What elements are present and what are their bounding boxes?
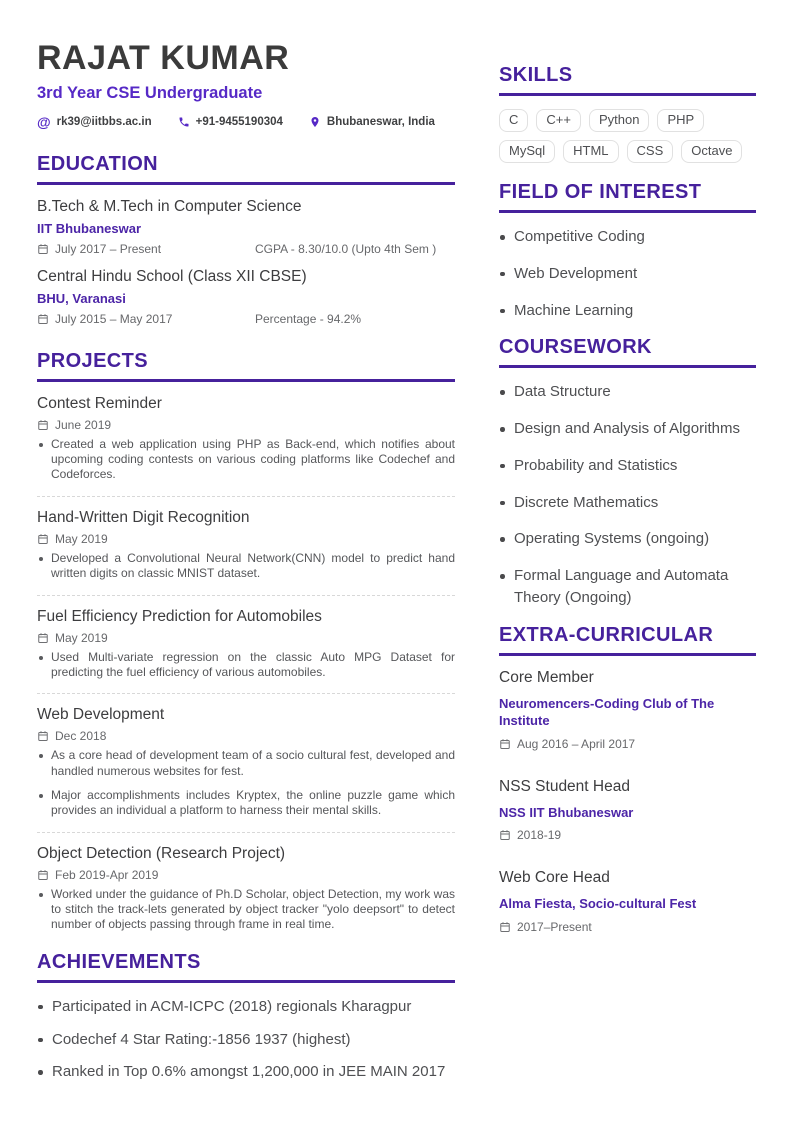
section-rule — [499, 210, 756, 213]
section-rule — [499, 93, 756, 96]
section-education — [37, 153, 455, 326]
coursework-item: Operating Systems (ongoing) — [499, 528, 756, 550]
date: Aug 2016 – April 2017 — [517, 736, 636, 751]
calendar-icon — [499, 738, 511, 750]
education-meta — [37, 312, 455, 326]
phone-icon — [178, 116, 190, 128]
date: July 2017 – Present — [55, 241, 162, 256]
achievement-item: Codechef 4 Star Rating:-1856 1937 (highest) — [37, 1029, 455, 1051]
skill-tag: Python — [589, 109, 649, 132]
skill-tag: CSS — [627, 140, 674, 163]
project-bullet: Used Multi-variate regression on the classic Auto MPG Dataset for predicting the fuel efficiency of various automobiles. — [37, 650, 455, 681]
project-entry — [37, 845, 455, 933]
calendar-icon — [37, 313, 49, 325]
achievement-item: Ranked in Top 0.6% amongst 1,200,000 in JEE MAIN 2017 — [37, 1061, 455, 1083]
project-title: Object Detection (Research Project) — [37, 844, 286, 862]
degree: B.Tech & M.Tech in Computer Science — [37, 197, 302, 215]
person-name: RAJAT KUMAR — [37, 39, 290, 77]
interest-item: Competitive Coding — [499, 226, 756, 248]
date-row — [37, 868, 455, 882]
calendar-icon — [37, 869, 49, 881]
interest-item: Web Development — [499, 263, 756, 285]
divider — [37, 496, 455, 497]
phone-text: +91-9455190304 — [195, 115, 283, 128]
project-title: Fuel Efficiency Prediction for Automobiles — [37, 607, 322, 625]
date-row — [499, 737, 756, 751]
education-entry — [37, 198, 455, 256]
section-interests — [499, 181, 756, 321]
section-projects — [37, 350, 455, 933]
calendar-icon — [499, 829, 511, 841]
section-heading-skills: SKILLS — [499, 64, 573, 86]
date: May 2019 — [55, 531, 108, 546]
section-rule — [37, 182, 455, 185]
section-heading-interests: FIELD OF INTEREST — [499, 181, 702, 203]
calendar-icon — [37, 730, 49, 742]
section-achievements — [37, 951, 455, 1083]
activity-role: Web Core Head — [499, 869, 610, 887]
section-rule — [37, 379, 455, 382]
skill-tag: PHP — [657, 109, 704, 132]
education-entry — [37, 268, 455, 326]
activity-org: Neuromencers-Coding Club of The Institute — [499, 695, 715, 729]
coursework-item: Formal Language and Automata Theory (Ongoing) — [499, 565, 756, 609]
section-extracurricular — [499, 624, 756, 934]
date: June 2019 — [55, 417, 112, 432]
location-text: Bhubaneswar, India — [326, 115, 435, 128]
section-rule — [499, 653, 756, 656]
activity-org: NSS IIT Bhubaneswar — [499, 804, 634, 820]
skill-tag: HTML — [563, 140, 618, 163]
resume-header — [37, 40, 455, 129]
activity-role: NSS Student Head — [499, 777, 630, 795]
date-row — [37, 532, 455, 546]
project-title: Contest Reminder — [37, 394, 162, 412]
skill-tag: MySql — [499, 140, 555, 163]
date-row — [37, 631, 455, 645]
left-column — [37, 40, 455, 1123]
project-entry — [37, 509, 455, 582]
date: Feb 2019-Apr 2019 — [55, 867, 159, 882]
achievement-item: Participated in ACM-ICPC (2018) regionals Kharagpur — [37, 996, 455, 1018]
calendar-icon — [37, 533, 49, 545]
date-row — [37, 729, 455, 743]
activity-entry — [499, 869, 756, 934]
section-heading-extracurricular: EXTRA-CURRICULAR — [499, 623, 714, 646]
date: May 2019 — [55, 630, 108, 645]
date: Dec 2018 — [55, 729, 107, 744]
activity-entry — [499, 669, 756, 751]
coursework-item: Design and Analysis of Algorithms — [499, 418, 756, 440]
contact-location — [309, 116, 435, 128]
section-skills — [499, 64, 756, 163]
coursework-item: Data Structure — [499, 381, 756, 403]
activity-role: Core Member — [499, 668, 594, 686]
project-entry — [37, 608, 455, 681]
section-heading-education: EDUCATION — [37, 152, 159, 175]
skill-tag: C++ — [536, 109, 581, 132]
degree: Central Hindu School (Class XII CBSE) — [37, 267, 307, 285]
email-text: rk39@iitbbs.ac.in — [56, 115, 152, 128]
job-title: 3rd Year CSE Undergraduate — [37, 83, 263, 102]
interest-item: Machine Learning — [499, 300, 756, 322]
project-title: Web Development — [37, 706, 165, 724]
project-entry — [37, 395, 455, 483]
calendar-icon — [37, 243, 49, 255]
coursework-item: Probability and Statistics — [499, 455, 756, 477]
section-rule — [37, 980, 455, 983]
project-entry — [37, 706, 455, 818]
project-bullet: Worked under the guidance of Ph.D Scholar, object Detection, my work was to stitch the track-lets generated by object tracker "yolo deepsort" to detect number of objects passing through frame in real time. — [37, 887, 455, 933]
institution: IIT Bhubaneswar — [37, 220, 142, 236]
date: 2018-19 — [517, 828, 562, 843]
calendar-icon — [37, 632, 49, 644]
at-icon: @ — [37, 113, 51, 130]
project-bullet: Created a web application using PHP as Back-end, which notifies about upcoming coding contests on various coding platforms like Codechef and Codeforces. — [37, 437, 455, 483]
date: July 2015 – May 2017 — [55, 311, 173, 326]
contact-phone — [178, 116, 283, 128]
contact-row — [37, 115, 455, 129]
coursework-item: Discrete Mathematics — [499, 492, 756, 514]
calendar-icon — [37, 419, 49, 431]
project-title: Hand-Written Digit Recognition — [37, 508, 250, 526]
date-row — [37, 242, 255, 256]
divider — [37, 693, 455, 694]
section-heading-projects: PROJECTS — [37, 349, 149, 372]
skill-tag: C — [499, 109, 528, 132]
calendar-icon — [499, 921, 511, 933]
section-heading-achievements: ACHIEVEMENTS — [37, 950, 201, 973]
divider — [37, 832, 455, 833]
activity-org: Alma Fiesta, Socio-cultural Fest — [499, 896, 697, 912]
divider — [37, 595, 455, 596]
date-row — [499, 828, 756, 842]
section-heading-coursework: COURSEWORK — [499, 336, 652, 359]
date-row — [37, 418, 455, 432]
section-rule — [499, 365, 756, 368]
education-meta — [37, 242, 455, 256]
project-bullet: Developed a Convolutional Neural Network(CNN) model to predict hand written digits on classic MNIST dataset. — [37, 551, 455, 582]
institution: BHU, Varanasi — [37, 290, 126, 306]
score: CGPA - 8.30/10.0 (Upto 4th Sem ) — [255, 241, 437, 256]
project-bullet: As a core head of development team of a socio cultural fest, developed and handled numerous websites for fest. — [37, 748, 455, 779]
skill-tag: Octave — [681, 140, 742, 163]
right-column — [499, 40, 756, 1123]
location-pin-icon — [309, 116, 321, 128]
project-bullet: Major accomplishments includes Kryptex, the online puzzle game which provides an individual a platform to harness their mental skills. — [37, 788, 455, 819]
date-row — [37, 312, 255, 326]
score: Percentage - 94.2% — [255, 311, 362, 326]
contact-email — [37, 115, 152, 129]
date-row — [499, 920, 756, 934]
activity-entry — [499, 778, 756, 843]
skill-tags — [499, 109, 756, 163]
date: 2017–Present — [517, 919, 592, 934]
section-coursework — [499, 336, 756, 608]
